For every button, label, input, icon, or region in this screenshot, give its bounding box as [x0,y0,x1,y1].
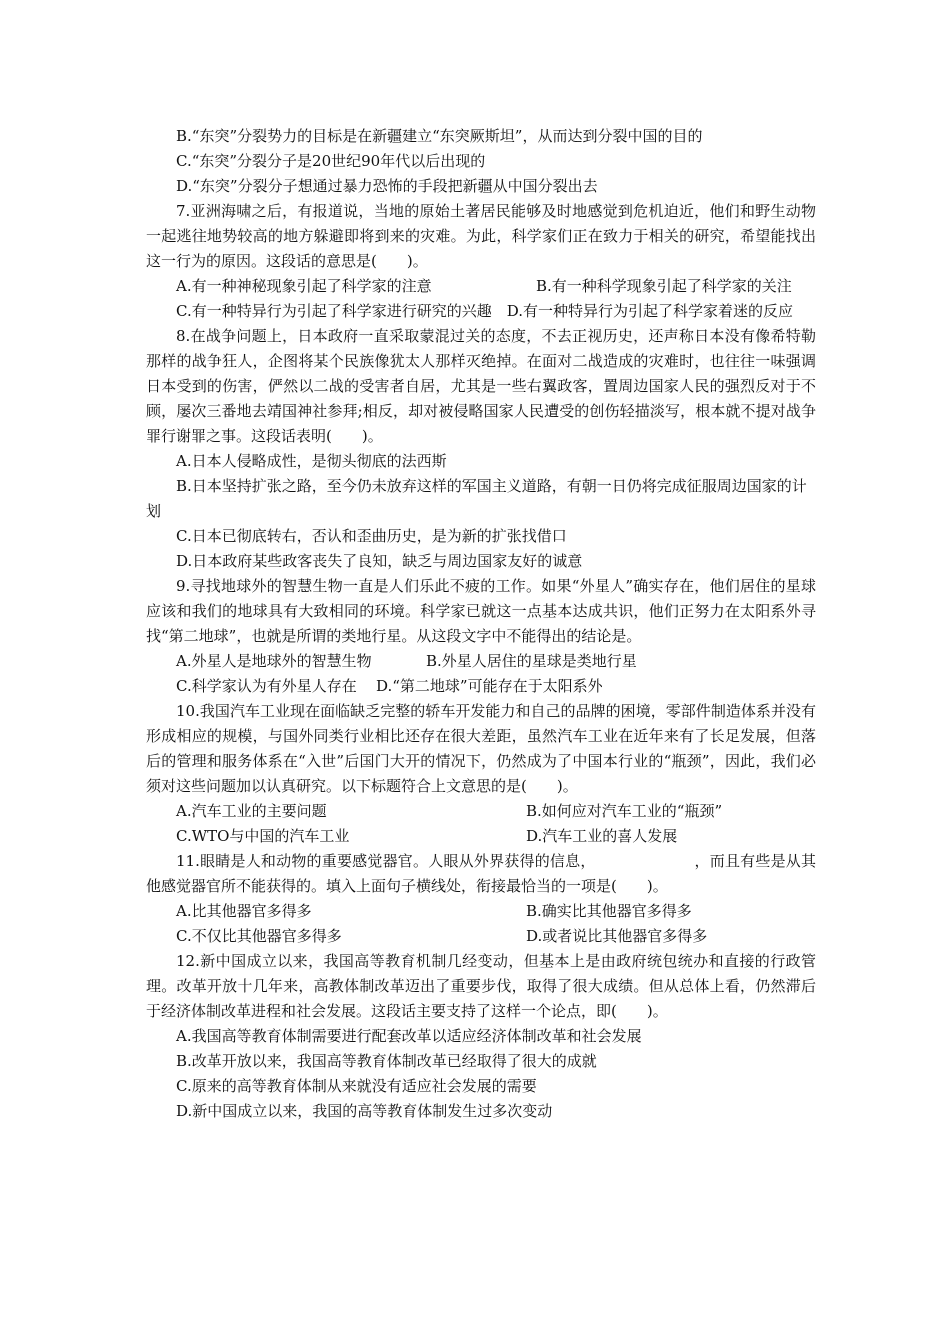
q8-option-a: A.日本人侵略成性，是彻头彻底的法西斯 [176,452,447,470]
q7-options-ab [146,274,816,299]
q12-option-b: B.改革开放以来，我国高等教育体制改革已经取得了很大的成就 [176,1052,597,1070]
q6-option-b: B.“东突”分裂势力的目标是在新疆建立“东突厥斯坦”，从而达到分裂中国的目的 [176,127,703,145]
q11-option-a: A.比其他器官多得多 [176,902,312,920]
q9-option-b: B.外星人居住的星球是类地行星 [426,652,637,670]
q12-option-d: D.新中国成立以来，我国的高等教育体制发生过多次变动 [176,1102,553,1120]
q12-option-a: A.我国高等教育体制需要进行配套改革以适应经济体制改革和社会发展 [176,1027,642,1045]
q8-stem: 8.在战争问题上，日本政府一直采取蒙混过关的态度，不去正视历史，还声称日本没有像希特勒那样的战争狂人，企图将某个民族像犹太人那样灭绝掉。在面对二战造成的灾难时，也往往一味强调日本受到的伤害，俨然以二战的受害者自居，尤其是一些右翼政客，置周边国家人民的强烈反对于不顾，屡次三番地去靖国神社参拜;相反，却对被侵略国家人民遭受的创伤轻描淡写，根本就不提对战争罪行谢罪之事。这段话表明( )。 [146,327,816,445]
q7-option-a: A.有一种神秘现象引起了科学家的注意 [176,277,432,295]
q7-stem: 7.亚洲海啸之后，有报道说，当地的原始土著居民能够及时地感觉到危机迫近，他们和野生动物一起逃往地势较高的地方躲避即将到来的灾难。为此，科学家们正在致力于相关的研究，希望能找出这一行为的原因。这段话的意思是( )。 [146,202,816,270]
q8-option-d: D.日本政府某些政客丧失了良知，缺乏与周边国家友好的诚意 [176,552,583,570]
q9-option-d: D.“第二地球”可能存在于太阳系外 [376,677,603,695]
q10-option-b: B.如何应对汽车工业的“瓶颈” [526,802,723,820]
document-body [146,124,816,1124]
q10-option-d: D.汽车工业的喜人发展 [526,827,678,845]
q9-options-ab [146,649,816,674]
q12-option-c: C.原来的高等教育体制从来就没有适应社会发展的需要 [176,1077,537,1095]
q11-options-cd [146,924,816,949]
q6-option-d: D.“东突”分裂分子想通过暴力恐怖的手段把新疆从中国分裂出去 [176,177,598,195]
q9-options-cd [146,674,816,699]
q11-option-b: B.确实比其他器官多得多 [526,902,692,920]
q10-option-c: C.WTO与中国的汽车工业 [176,827,350,845]
q10-option-a: A.汽车工业的主要问题 [176,802,327,820]
q7-option-b: B.有一种科学现象引起了科学家的关注 [536,277,792,295]
q9-option-c: C.科学家认为有外星人存在 [176,677,357,695]
q11-stem: 11.眼睛是人和动物的重要感觉器官。人眼从外界获得的信息， ，而且有些是从其他感觉器官所不能获得的。填入上面句子横线处，衔接最恰当的一项是( )。 [146,852,816,895]
q11-option-d: D.或者说比其他器官多得多 [526,927,708,945]
q11-options-ab [146,899,816,924]
q12-stem: 12.新中国成立以来，我国高等教育机制几经变动，但基本上是由政府统包统办和直接的行政管理。改革开放十几年来，高教体制改革迈出了重要步伐，取得了很大成绩。但从总体上看，仍然滞后于经济体制改革进程和社会发展。这段话主要支持了这样一个论点，即( )。 [146,952,816,1020]
q10-options-ab [146,799,816,824]
q10-options-cd [146,824,816,849]
q9-stem: 9.寻找地球外的智慧生物一直是人们乐此不疲的工作。如果“外星人”确实存在，他们居住的星球应该和我们的地球具有大致相同的环境。科学家已就这一点基本达成共识，他们正努力在太阳系外寻找“第二地球”，也就是所谓的类地行星。从这段文字中不能得出的结论是。 [146,577,816,645]
q8-option-c: C.日本已彻底转右，否认和歪曲历史，是为新的扩张找借口 [176,527,567,545]
q7-options-cd: C.有一种特异行为引起了科学家进行研究的兴趣 D.有一种特异行为引起了科学家着迷的反应 [176,302,793,320]
q9-option-a: A.外星人是地球外的智慧生物 [176,652,372,670]
q8-option-b: B.日本坚持扩张之路，至今仍未放弃这样的军国主义道路，有朝一日仍将完成征服周边国家的计划 [146,477,807,520]
q6-option-c: C.“东突”分裂分子是20世纪90年代以后出现的 [176,152,486,170]
q10-stem: 10.我国汽车工业现在面临缺乏完整的轿车开发能力和自己的品牌的困境，零部件制造体系并没有形成相应的规模，与国外同类行业相比还存在很大差距，虽然汽车工业在近年来有了长足发展，但落后的管理和服务体系在“入世”后国门大开的情况下，仍然成为了中国本行业的“瓶颈”，因此，我们必须对这些问题加以认真研究。以下标题符合上文意思的是( )。 [146,702,816,795]
q11-option-c: C.不仅比其他器官多得多 [176,927,342,945]
